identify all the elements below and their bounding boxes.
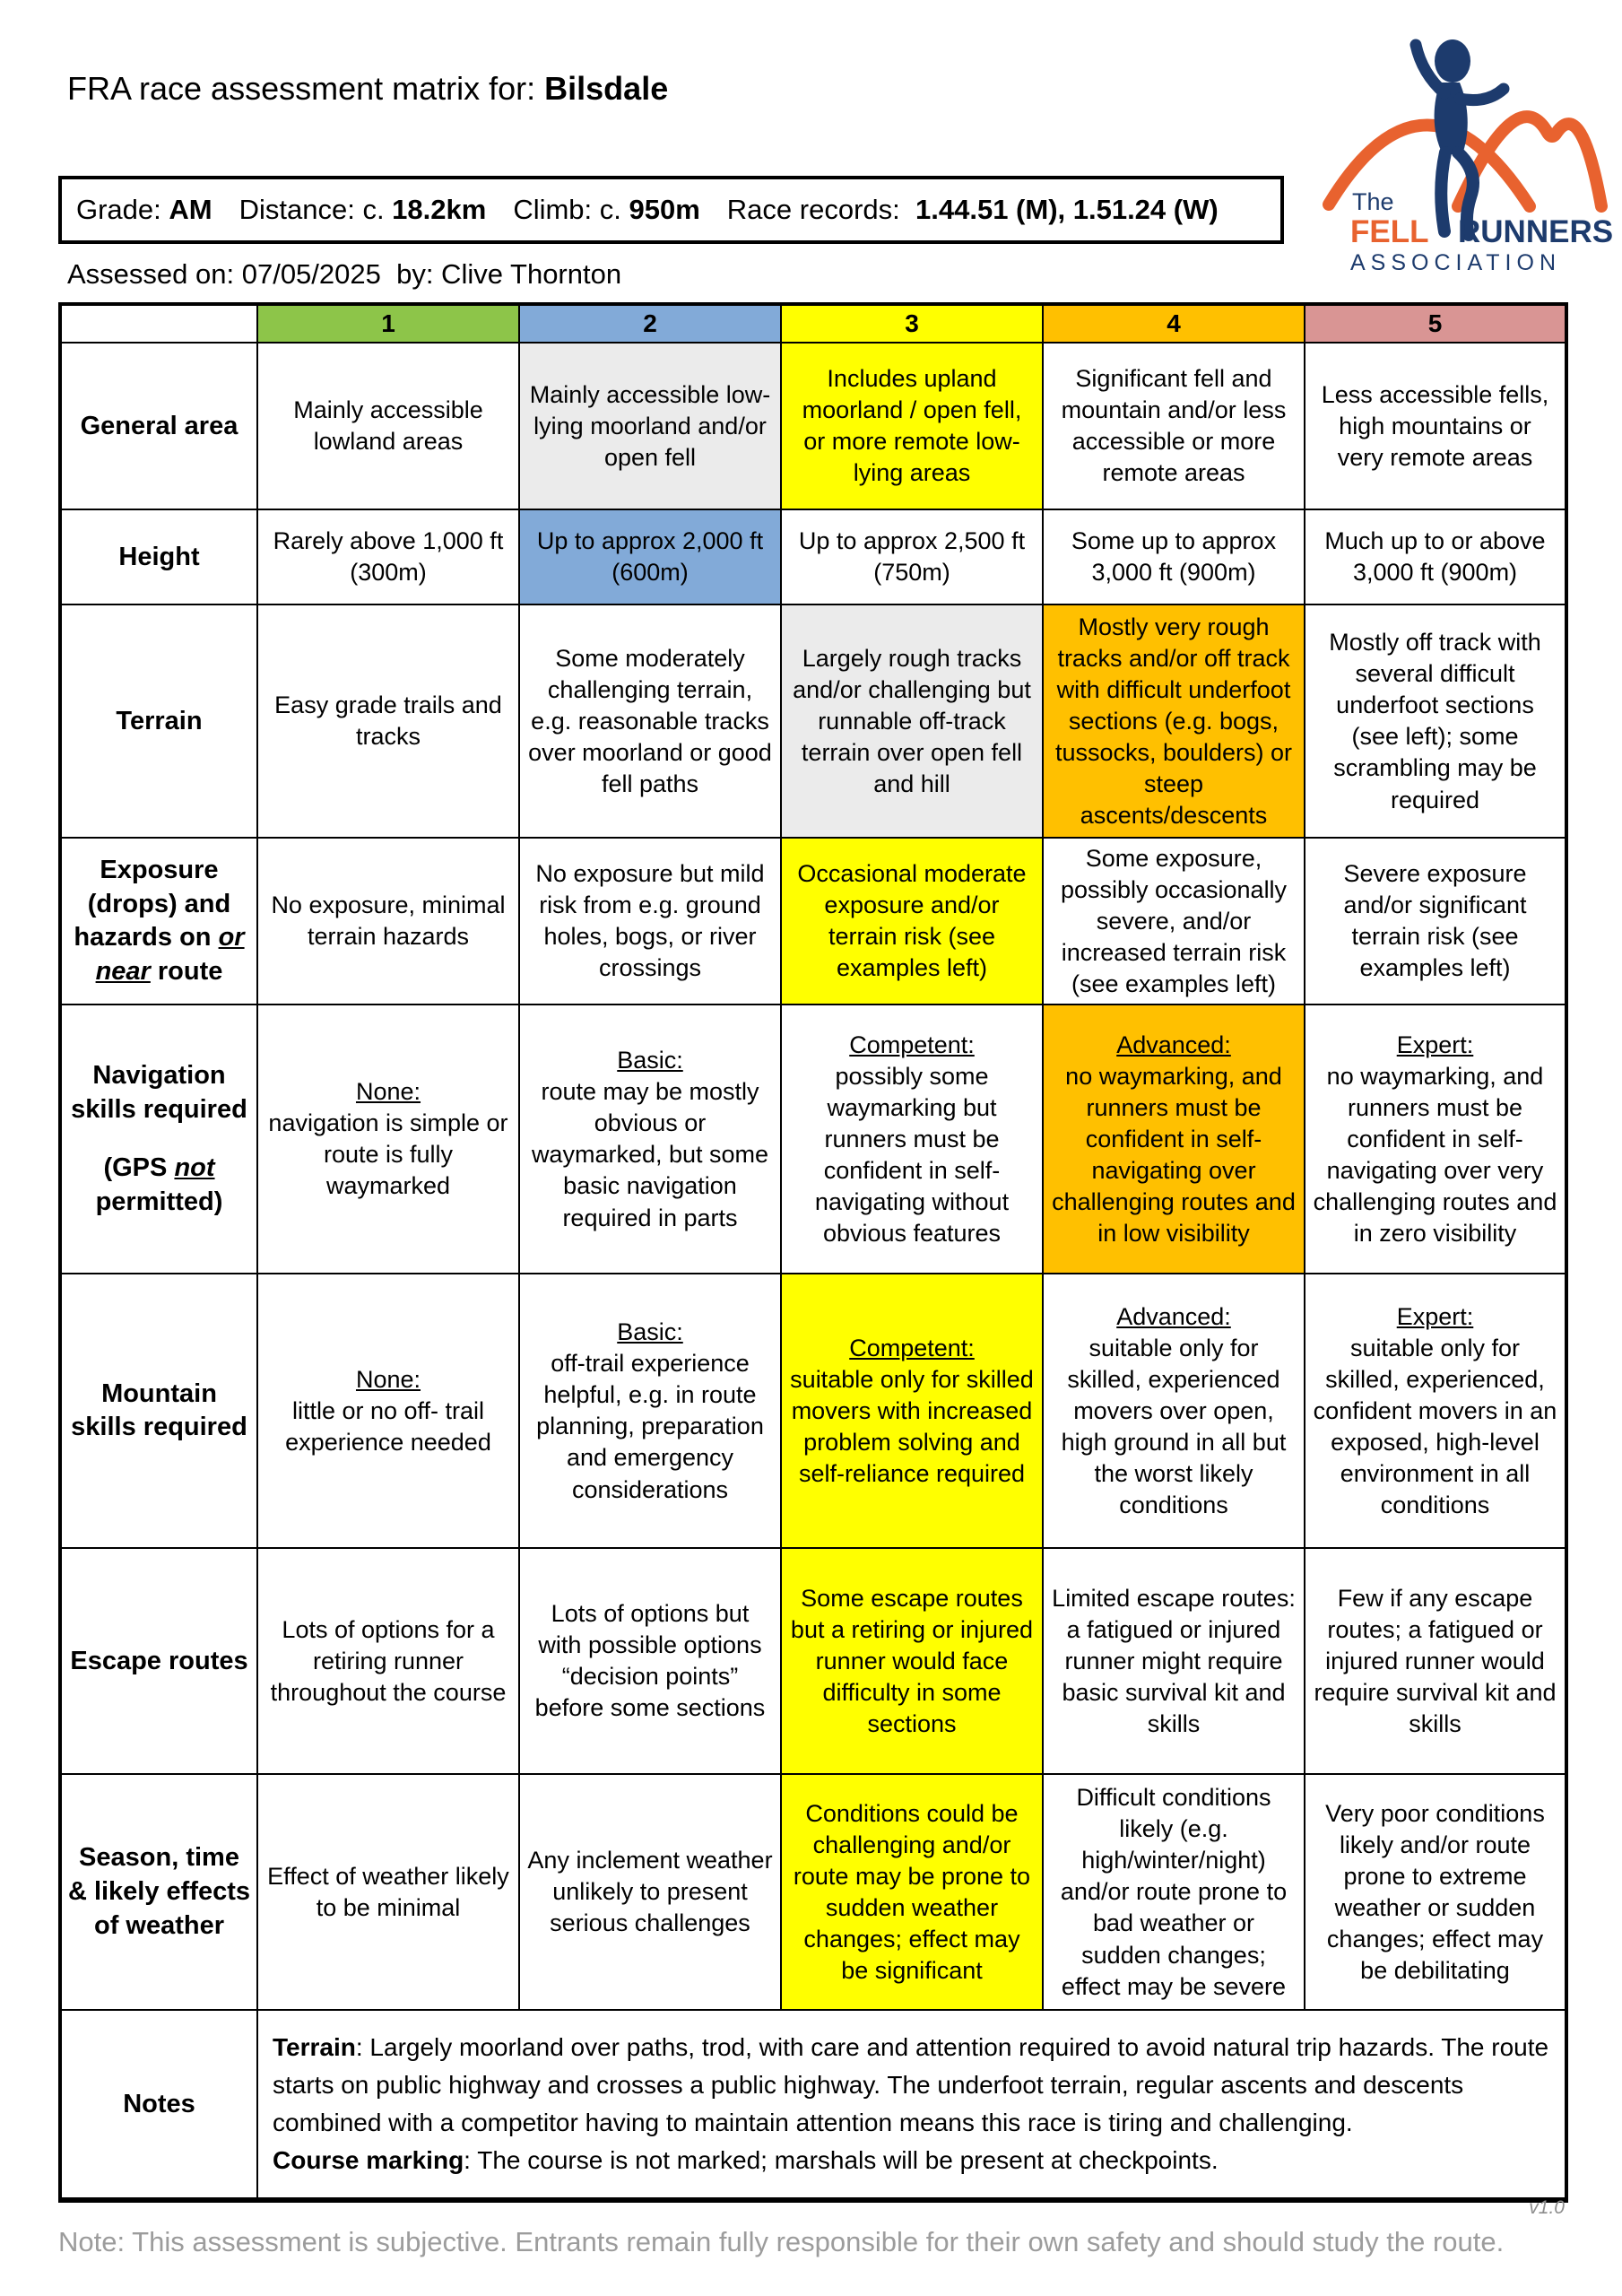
cell-body: Less accessible fells, high mountains or very remote areas xyxy=(1321,380,1549,471)
cell-head: Advanced: xyxy=(1116,1302,1231,1330)
cell-general-area-5 xyxy=(1305,343,1566,509)
cell-body: Few if any escape routes; a fatigued or injured runner would require survival kit and skills xyxy=(1314,1584,1557,1738)
notes-content xyxy=(257,2010,1566,2200)
cell-terrain-5 xyxy=(1305,604,1566,838)
cell-body: Conditions could be challenging and/or route may be prone to sudden weather changes; effect may be significant xyxy=(793,1799,1031,1985)
cell-body: Easy grade trails and tracks xyxy=(274,691,502,751)
cell-body: No exposure but mild risk from e.g. ground holes, bogs, or river crossings xyxy=(535,860,765,982)
cell-head: Basic: xyxy=(617,1047,683,1074)
row-label-terrain: Terrain xyxy=(60,604,257,838)
notes-terrain-label: Terrain xyxy=(273,2033,356,2062)
cell-body: Mainly accessible low-lying moorland and/or open fell xyxy=(529,380,771,471)
cell-head: Basic: xyxy=(617,1318,683,1346)
cell-navigation-4 xyxy=(1043,1004,1305,1274)
race-name: Bilsdale xyxy=(544,70,669,107)
cell-body: Includes upland moorland / open fell, or more remote low-lying areas xyxy=(802,365,1022,487)
cell-body: no waymarking, and runners must be confident in self-navigating over challenging routes and in low visibility xyxy=(1052,1062,1296,1248)
cell-head: Competent: xyxy=(849,1031,975,1058)
row-mountain-skills xyxy=(60,1274,1566,1548)
cell-body: Significant fell and mountain and/or less accessible or more remote areas xyxy=(1061,365,1287,487)
cell-body: Some escape routes but a retiring or injured runner would face difficulty in some sections xyxy=(790,1584,1034,1738)
race-info-bar xyxy=(58,176,1284,244)
cell-head: None: xyxy=(355,1078,421,1106)
cell-season-1 xyxy=(257,1774,519,2010)
cell-terrain-2 xyxy=(519,604,781,838)
cell-body: suitable only for skilled, experienced movers over open, high ground in all but the worst likely conditions xyxy=(1061,1334,1287,1519)
cell-general-area-1 xyxy=(257,343,519,509)
fra-logo-graphic xyxy=(1316,18,1617,278)
navigation-label-line2 xyxy=(67,1152,251,1219)
cell-body: Some up to approx 3,000 ft (900m) xyxy=(1071,527,1277,587)
row-label-escape-routes: Escape routes xyxy=(60,1548,257,1774)
cell-body: Mostly very rough tracks and/or off track with difficult underfoot sections (e.g. bogs, tussocks, boulders) or steep ascents/descents xyxy=(1054,613,1293,830)
cell-body: Limited escape routes: a fatigued or injured runner might require basic survival kit and skills xyxy=(1052,1584,1296,1738)
cell-body: Much up to or above 3,000 ft (900m) xyxy=(1324,527,1546,587)
grade-value: AM xyxy=(169,194,213,225)
fra-logo xyxy=(1316,18,1617,278)
exposure-label-post: route xyxy=(150,957,223,987)
cell-body: Some moderately challenging terrain, e.g. reasonable tracks over moorland or good fell paths xyxy=(528,644,772,798)
cell-general-area-4 xyxy=(1043,343,1305,509)
row-label-notes: Notes xyxy=(60,2010,257,2200)
cell-body: Up to approx 2,500 ft (750m) xyxy=(798,527,1026,587)
cell-body: Very poor conditions likely and/or route prone to extreme weather or sudden changes; effect may be debilitating xyxy=(1325,1799,1545,1985)
row-label-mountain-skills: Mountain skills required xyxy=(60,1274,257,1548)
row-season-weather xyxy=(60,1774,1566,2010)
exposure-label-pre: Exposure (drops) and hazards on xyxy=(74,856,239,952)
exposure-label-or: or xyxy=(218,923,245,952)
cell-body: Up to approx 2,000 ft (600m) xyxy=(536,527,764,587)
records-value: 1.44.51 (M), 1.51.24 (W) xyxy=(915,194,1219,225)
cell-body: suitable only for skilled, experienced, confident movers in an exposed, high-level environment in all conditions xyxy=(1313,1334,1557,1519)
page-title xyxy=(67,70,668,108)
row-label-general-area: General area xyxy=(60,343,257,509)
cell-body: Rarely above 1,000 ft (300m) xyxy=(273,527,504,587)
cell-body: Mainly accessible lowland areas xyxy=(293,396,483,456)
cell-body: Some exposure, possibly occasionally severe, and/or increased terrain risk (see examples left) xyxy=(1060,844,1288,998)
grade-label: Grade: xyxy=(76,194,169,225)
cell-body: possibly some waymarking but runners must be confident in self-navigating without obvious features xyxy=(814,1062,1010,1248)
row-notes xyxy=(60,2010,1566,2200)
cell-season-4 xyxy=(1043,1774,1305,2010)
cell-general-area-2 xyxy=(519,343,781,509)
corner-cell xyxy=(60,304,257,343)
cell-height-4 xyxy=(1043,509,1305,604)
cell-head: Competent: xyxy=(849,1334,975,1361)
notes-terrain-text: : Largely moorland over paths, trod, with care and attention required to avoid natural trip hazards. The route starts on public highway and crosses a public highway. The underfoot terrain, regular ascents and descents combined with a competitor having to maintain attention means this race is tiring and challenging. xyxy=(273,2033,1549,2137)
cell-terrain-1 xyxy=(257,604,519,838)
logo-association: ASSOCIATION xyxy=(1350,250,1562,275)
disclaimer-note: Note: This assessment is subjective. Entrants remain fully responsible for their own safety and should study the route. xyxy=(58,2226,1505,2257)
row-general-area xyxy=(60,343,1566,509)
title-prefix: FRA race assessment matrix for: xyxy=(67,70,545,107)
logo-right-hill xyxy=(1458,117,1601,206)
runner-arm-out xyxy=(1460,89,1504,100)
col-header-2: 2 xyxy=(519,304,781,343)
row-label-exposure xyxy=(60,838,257,1004)
notes-course-marking xyxy=(273,2142,1550,2179)
navigation-label-line1: Navigation skills required xyxy=(71,1061,247,1124)
cell-body: little or no off- trail experience needed xyxy=(285,1396,491,1456)
cell-height-3 xyxy=(781,509,1043,604)
row-label-height: Height xyxy=(60,509,257,604)
cell-height-2 xyxy=(519,509,781,604)
distance-value: 18.2km xyxy=(392,194,487,225)
row-navigation xyxy=(60,1004,1566,1274)
climb-value: 950m xyxy=(629,194,700,225)
assessed-line: Assessed on: 07/05/2025 by: Clive Thornton xyxy=(67,258,622,290)
notes-marking-text: : The course is not marked; marshals will be present at checkpoints. xyxy=(464,2146,1219,2175)
row-label-season-weather: Season, time & likely effects of weather xyxy=(60,1774,257,2010)
logo-the: The xyxy=(1352,188,1394,215)
cell-navigation-3 xyxy=(781,1004,1043,1274)
cell-body: Lots of options for a retiring runner throughout the course xyxy=(270,1615,507,1706)
cell-head: Advanced: xyxy=(1116,1031,1231,1058)
cell-exposure-1 xyxy=(257,838,519,1004)
gps-post: permitted) xyxy=(95,1153,223,1217)
cell-height-1 xyxy=(257,509,519,604)
cell-body: No exposure, minimal terrain hazards xyxy=(271,891,506,951)
cell-head: None: xyxy=(355,1365,421,1393)
cell-exposure-5 xyxy=(1305,838,1566,1004)
header-row xyxy=(60,304,1566,343)
col-header-3: 3 xyxy=(781,304,1043,343)
cell-body: route may be mostly obvious or waymarked, but some basic navigation required in parts xyxy=(531,1078,769,1231)
cell-navigation-1 xyxy=(257,1004,519,1274)
cell-exposure-2 xyxy=(519,838,781,1004)
cell-height-5 xyxy=(1305,509,1566,604)
climb-label: Climb: c. xyxy=(513,194,629,225)
row-escape-routes xyxy=(60,1548,1566,1774)
gps-pre: (GPS xyxy=(103,1153,175,1183)
runner-leg-front xyxy=(1441,152,1445,231)
row-label-navigation xyxy=(60,1004,257,1274)
exposure-label-near: near xyxy=(95,957,151,987)
cell-mountain-5 xyxy=(1305,1274,1566,1548)
cell-body: Severe exposure and/or significant terrain risk (see examples left) xyxy=(1343,860,1527,982)
logo-fell: FELL xyxy=(1350,214,1429,249)
distance-label: Distance: c. xyxy=(239,194,393,225)
cell-body: Lots of options but with possible options “decision points” before some sections xyxy=(534,1600,766,1722)
cell-body: navigation is simple or route is fully waymarked xyxy=(268,1109,508,1200)
cell-body: off-trail experience helpful, e.g. in route planning, preparation and emergency considerations xyxy=(536,1350,764,1503)
cell-season-3 xyxy=(781,1774,1043,2010)
cell-mountain-2 xyxy=(519,1274,781,1548)
cell-general-area-3 xyxy=(781,343,1043,509)
cell-body: no waymarking, and runners must be confident in self-navigating over very challenging routes and in zero visibility xyxy=(1313,1062,1557,1248)
version-label: v1.0 xyxy=(1529,2197,1565,2218)
cell-body: Any inclement weather unlikely to present serious challenges xyxy=(527,1847,773,1937)
row-height xyxy=(60,509,1566,604)
runner-head xyxy=(1435,39,1470,83)
cell-body: suitable only for skilled movers with increased problem solving and self-reliance required xyxy=(790,1365,1034,1488)
cell-mountain-3 xyxy=(781,1274,1043,1548)
cell-mountain-1 xyxy=(257,1274,519,1548)
cell-exposure-3 xyxy=(781,838,1043,1004)
cell-body: Effect of weather likely to be minimal xyxy=(267,1862,509,1921)
cell-terrain-4 xyxy=(1043,604,1305,838)
cell-escape-4 xyxy=(1043,1548,1305,1774)
cell-body: Mostly off track with several difficult underfoot sections (see left); some scrambling may be required xyxy=(1329,629,1541,813)
cell-body: Largely rough tracks and/or challenging but runnable off-track terrain over open fell and hill xyxy=(793,644,1031,798)
cell-head: Expert: xyxy=(1396,1031,1474,1058)
cell-navigation-2 xyxy=(519,1004,781,1274)
notes-terrain xyxy=(273,2029,1550,2142)
cell-season-2 xyxy=(519,1774,781,2010)
cell-escape-5 xyxy=(1305,1548,1566,1774)
col-header-4: 4 xyxy=(1043,304,1305,343)
records-label: Race records: xyxy=(726,194,915,225)
cell-navigation-5 xyxy=(1305,1004,1566,1274)
notes-marking-label: Course marking xyxy=(273,2146,464,2175)
cell-head: Expert: xyxy=(1396,1302,1474,1330)
cell-mountain-4 xyxy=(1043,1274,1305,1548)
col-header-5: 5 xyxy=(1305,304,1566,343)
row-exposure xyxy=(60,838,1566,1004)
cell-escape-1 xyxy=(257,1548,519,1774)
cell-escape-3 xyxy=(781,1548,1043,1774)
gps-not: not xyxy=(174,1153,215,1183)
logo-runners: RUNNERS xyxy=(1458,214,1614,249)
col-header-1: 1 xyxy=(257,304,519,343)
cell-escape-2 xyxy=(519,1548,781,1774)
assessment-matrix-table xyxy=(58,302,1568,2203)
cell-exposure-4 xyxy=(1043,838,1305,1004)
exposure-label-mid xyxy=(245,923,252,952)
cell-season-5 xyxy=(1305,1774,1566,2010)
cell-body: Difficult conditions likely (e.g. high/winter/night) and/or route prone to bad weather or sudden changes; effect may be severe xyxy=(1060,1784,1288,2000)
row-terrain xyxy=(60,604,1566,838)
cell-body: Occasional moderate exposure and/or terrain risk (see examples left) xyxy=(797,860,1027,982)
cell-terrain-3 xyxy=(781,604,1043,838)
